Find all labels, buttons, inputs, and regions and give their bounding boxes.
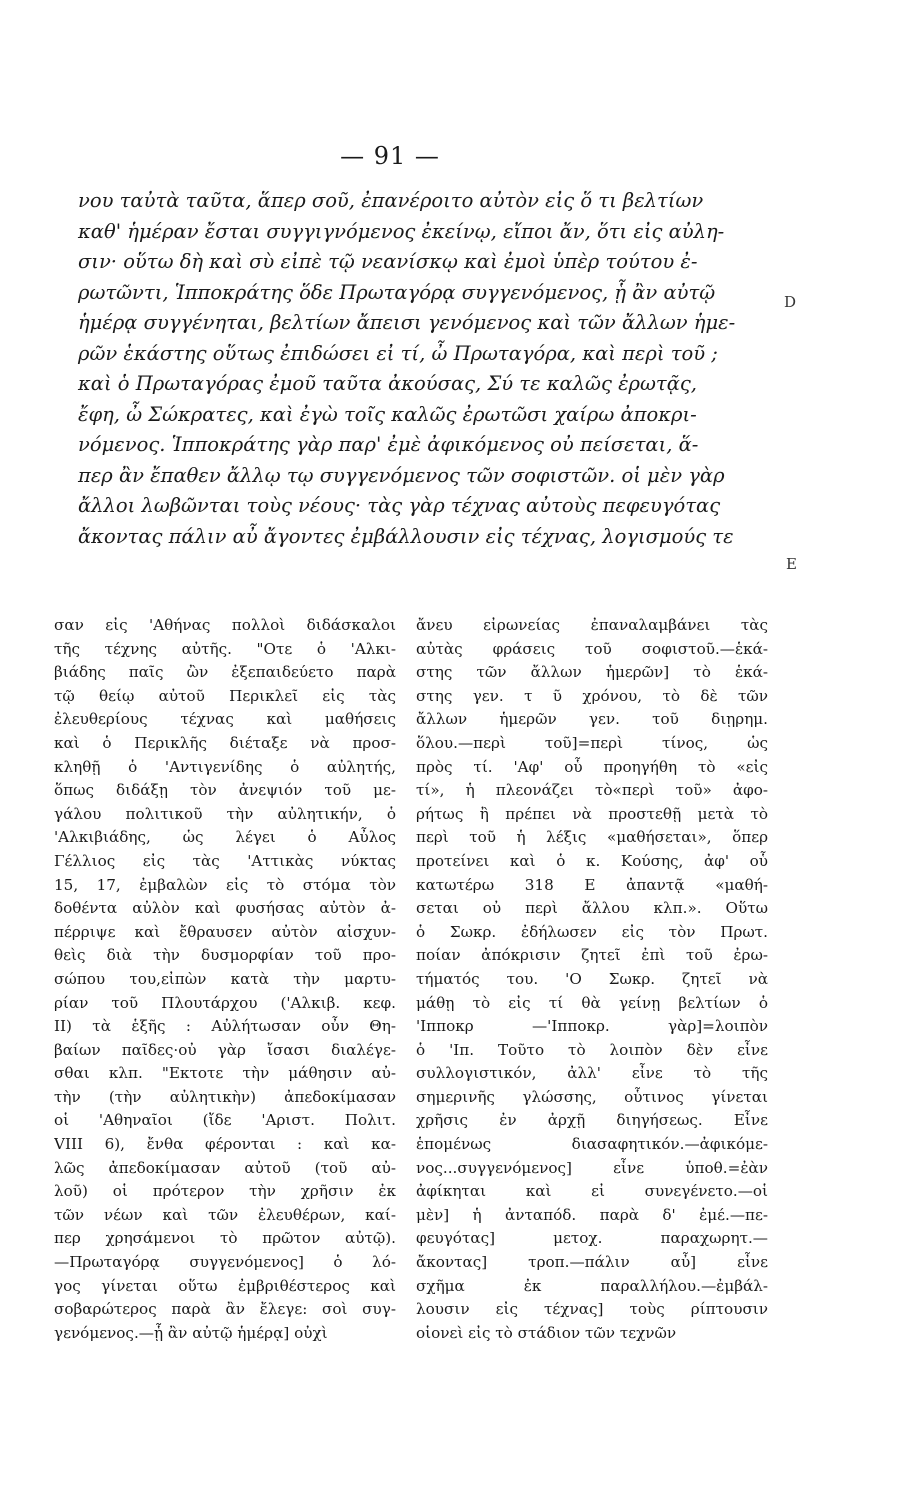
commentary-line: σαν εἰς 'Αθήνας πολλοὶ διδάσκαλοι: [54, 616, 396, 634]
commentary-line: οἱονεὶ εἰς τὸ στάδιον τῶν τεχνῶν: [416, 1323, 677, 1342]
commentary-line: γος γίνεται οὕτω ἐμβριθέστερος καὶ: [54, 1276, 396, 1295]
main-text-line: ρῶν ἑκάστης οὕτως ἐπιδώσει εἰ τί, ὦ Πρωταγόρα, καὶ περὶ τοῦ ;: [78, 341, 718, 365]
main-text-line: νου ταὐτὰ ταῦτα, ἅπερ σοῦ, ἐπανέροιτο αὐτὸν εἰς ὅ τι βελτίων: [78, 189, 704, 212]
commentary-line: σθαι κλπ. "Εκτοτε τὴν μάθησιν αὐ-: [54, 1064, 396, 1083]
commentary-line: καὶ ὁ Περικλῆς διέταξε νὰ προσ-: [54, 733, 396, 752]
commentary-line: στης γεν. τ ῦ χρόνου, τὸ δὲ τῶν: [416, 686, 768, 705]
commentary-line: νος...συγγενόμενος] εἶνε ὑποθ.=ἐὰν: [416, 1158, 768, 1177]
commentary-line: σεται οὐ περὶ ἄλλου κλπ.». Οὕτω: [416, 899, 768, 918]
commentary-line: τὴν (τὴν αὐλητικὴν) ἀπεδοκίμασαν: [54, 1087, 396, 1106]
commentary-line: τήματός του. 'Ο Σωκρ. ζητεῖ νὰ: [416, 969, 768, 988]
commentary-line: Γέλλιος εἰς τὰς 'Αττικὰς νύκτας: [54, 851, 396, 870]
commentary-line: σχῆμα ἐκ παραλλήλου.—ἐμβάλ-: [416, 1276, 768, 1295]
main-text-line: καὶ ὁ Πρωταγόρας ἐμοῦ ταῦτα ἀκούσας, Σύ τε καλῶς ἐρωτᾷς,: [78, 372, 697, 395]
main-text-line: ρωτῶντι, Ἱπποκράτης ὅδε Πρωταγόρᾳ συγγενόμενος, ᾗ ἂν αὐτῷ: [78, 280, 716, 304]
commentary-left-column: [54, 614, 396, 1345]
commentary-line: τῆς τέχνης αὐτῆς. "Οτε ὁ 'Αλκι-: [54, 639, 396, 658]
commentary-line: 'Ιπποκρ —'Ιπποκρ. γὰρ]=λοιπὸν: [416, 1017, 768, 1036]
commentary-line: σώπου του,εἰπὼν κατὰ τὴν μαρτυ-: [54, 969, 396, 988]
main-text-line: ἄκοντας πάλιν αὖ ἄγοντες ἐμβάλλουσιν εἰς τέχνας, λογισμούς τε: [78, 524, 734, 548]
margin-marker-d: D: [784, 293, 797, 311]
margin-marker-e: E: [786, 555, 797, 573]
commentary-line: ἄλλων ἡμερῶν γεν. τοῦ διῃρημ.: [416, 710, 768, 729]
main-text-line: σιν· οὕτω δὴ καὶ σὺ εἰπὲ τῷ νεανίσκῳ καὶ ἐμοὶ ὑπὲρ τούτου ἐ-: [78, 250, 698, 273]
commentary-line: συλλογιστικόν, ἀλλ' εἶνε τὸ τῆς: [416, 1064, 768, 1083]
commentary-line: —Πρωταγόρᾳ συγγενόμενος] ὁ λό-: [54, 1253, 396, 1272]
commentary-line: μάθῃ τὸ εἰς τί θὰ γείνῃ βελτίων ὁ: [416, 993, 768, 1012]
commentary-line: ἐλευθερίους τέχνας καὶ μαθήσεις: [54, 710, 396, 729]
commentary-line: ἑπομένως διασαφητικόν.—ἀφικόμε-: [416, 1135, 768, 1154]
commentary-line: 15, 17, ἐμβαλὼν εἰς τὸ στόμα τὸν: [54, 875, 396, 894]
commentary-line: ἀφίκηται καὶ εἰ συνεγένετο.—οἱ: [416, 1182, 768, 1201]
commentary-line: κληθῇ ὁ 'Αντιγενίδης ὁ αὐλητής,: [54, 757, 396, 776]
commentary-line: οἱ 'Αθηναῖοι (ἴδε 'Αριστ. Πολιτ.: [54, 1111, 396, 1130]
commentary-line: σημερινῆς γλώσσης, οὗτινος γίνεται: [416, 1087, 768, 1106]
commentary-line: γάλου πολιτικοῦ τὴν αὐλητικήν, ὁ: [54, 804, 396, 823]
commentary-line: VIII 6), ἔνθα φέρονται : καὶ κα-: [54, 1135, 396, 1154]
commentary-line: μὲν] ἡ ἀνταπόδ. παρὰ δ' ἐμέ.—πε-: [416, 1205, 768, 1224]
commentary-line: περ χρησάμενοι τὸ πρῶτον αὐτῷ).: [54, 1229, 396, 1248]
main-text-line: νόμενος. Ἱπποκράτης γὰρ παρ' ἐμὲ ἀφικόμενος οὐ πείσεται, ἅ-: [78, 433, 699, 456]
commentary-line: 'Αλκιβιάδης, ὡς λέγει ὁ Αὖλος: [54, 828, 396, 847]
commentary-line: δοθέντα αὐλὸν καὶ φυσήσας αὐτὸν ἀ-: [54, 899, 396, 918]
commentary-line: ἄκοντας] τροπ.—πάλιν αὖ] εἶνε: [416, 1253, 768, 1272]
commentary-line: βιάδης παῖς ὢν ἐξεπαιδεύετο παρὰ: [54, 663, 396, 682]
commentary-line: βαίων παῖδες·οὐ γὰρ ἴσασι διαλέγε-: [54, 1040, 396, 1059]
commentary-line: λῶς ἀπεδοκίμασαν αὐτοῦ (τοῦ αὐ-: [54, 1158, 396, 1177]
commentary-line: τῷ θείῳ αὐτοῦ Περικλεῖ εἰς τὰς: [54, 686, 396, 705]
main-text-line: ἡμέρᾳ συγγένηται, βελτίων ἄπεισι γενόμενος καὶ τῶν ἄλλων ἡμε-: [78, 311, 736, 334]
commentary-line: πέρριψε καὶ ἔθραυσεν αὐτὸν αἰσχυν-: [54, 922, 396, 941]
commentary-line: τῶν νέων καὶ τῶν ἐλευθέρων, καί-: [54, 1205, 396, 1224]
commentary-line: πρὸς τί. 'Αφ' οὗ προηγήθη τὸ «εἰς: [416, 757, 768, 776]
commentary-line: ὁ Σωκρ. ἐδήλωσεν εἰς τὸν Πρωτ.: [416, 922, 768, 941]
commentary-line: ὁ 'Ιπ. Τοῦτο τὸ λοιπὸν δὲν εἶνε: [416, 1040, 768, 1059]
commentary-line: προτείνει καὶ ὁ κ. Κούσης, ἀφ' οὗ: [416, 851, 768, 870]
main-text-line: περ ἂν ἔπαθεν ἄλλῳ τῳ συγγενόμενος τῶν σοφιστῶν. οἱ μὲν γὰρ: [78, 463, 725, 487]
commentary-line: σοβαρώτερος παρὰ ἂν ἔλεγε: σοὶ συγ-: [54, 1300, 396, 1319]
commentary-right-column: [416, 614, 768, 1345]
commentary-line: φευγότας] μετοχ. παραχωρητ.—: [416, 1229, 768, 1248]
page-number: — 91 —: [340, 142, 440, 170]
commentary-line: κατωτέρω 318 Ε ἀπαντᾷ «μαθή-: [416, 875, 768, 894]
commentary-line: ποίαν ἀπόκρισιν ζητεῖ ἐπὶ τοῦ ἐρω-: [416, 946, 768, 965]
commentary-line: περὶ τοῦ ἡ λέξις «μαθήσεται», ὅπερ: [416, 828, 768, 847]
commentary-line: γενόμενος.—ᾗ ἂν αὐτῷ ἡμέρᾳ] οὐχὶ: [54, 1323, 328, 1342]
commentary-line: ἄνευ εἰρωνείας ἐπαναλαμβάνει τὰς: [416, 616, 768, 634]
commentary-line: λουσιν εἰς τέχνας] τοὺς ρίπτουσιν: [416, 1300, 768, 1319]
commentary-line: αὐτὰς φράσεις τοῦ σοφιστοῦ.—ἑκά-: [416, 639, 768, 658]
main-text-line: ἄλλοι λωβῶνται τοὺς νέους· τὰς γὰρ τέχνας αὐτοὺς πεφευγότας: [78, 494, 721, 517]
commentary-line: τί», ἡ πλεονάζει τὸ«περὶ τοῦ» ἀφο-: [416, 781, 768, 800]
commentary-line: ρίαν τοῦ Πλουτάρχου ('Αλκιβ. κεφ.: [54, 993, 396, 1012]
commentary-line: χρῆσις ἐν ἀρχῇ διηγήσεως. Εἶνε: [416, 1111, 768, 1130]
commentary-line: ὅλου.—περὶ τοῦ]=περὶ τίνος, ὡς: [416, 733, 768, 752]
main-text: [78, 186, 778, 552]
commentary-line: λοῦ) οἱ πρότερον τὴν χρῆσιν ἐκ: [54, 1182, 396, 1201]
commentary-line: ρήτως ἢ πρέπει νὰ προστεθῇ μετὰ τὸ: [416, 804, 768, 823]
commentary-line: II) τὰ ἑξῆς : Αὐλήτωσαν οὖν Θη-: [54, 1017, 396, 1036]
commentary-line: ὅπως διδάξῃ τὸν ἀνεψιόν τοῦ με-: [54, 781, 396, 800]
main-text-line: καθ' ἡμέραν ἔσται συγγιγνόμενος ἐκείνῳ, εἴποι ἄν, ὅτι εἰς αὐλη-: [78, 219, 725, 243]
commentary-line: στης τῶν ἄλλων ἡμερῶν] τὸ ἑκά-: [416, 663, 768, 682]
commentary-line: θεὶς διὰ τὴν δυσμορφίαν τοῦ προ-: [54, 946, 396, 965]
main-text-line: ἔφη, ὦ Σώκρατες, καὶ ἐγὼ τοῖς καλῶς ἐρωτῶσι χαίρω ἀποκρι-: [78, 402, 697, 426]
